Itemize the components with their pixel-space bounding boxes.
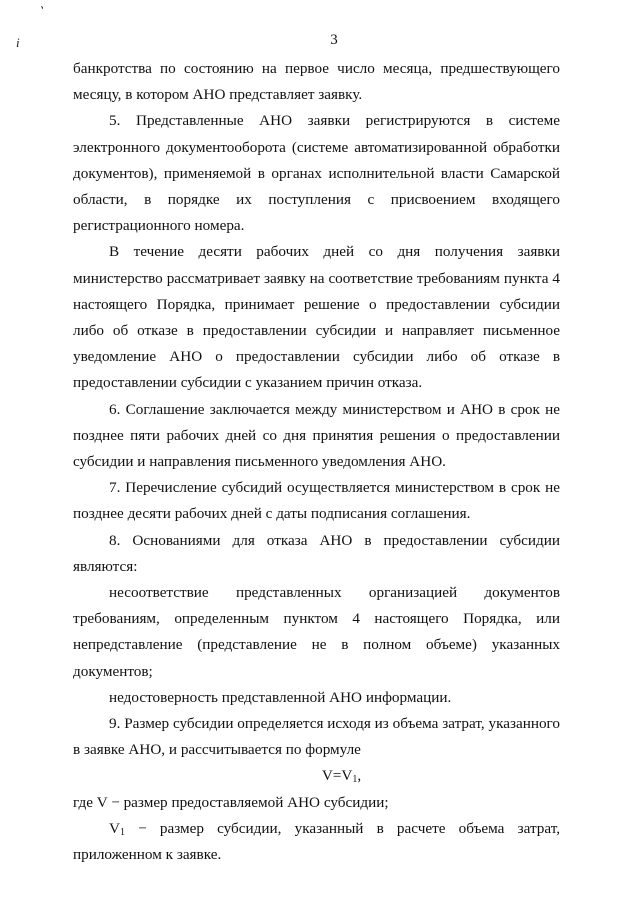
document-body: [73, 56, 560, 868]
paragraph-item-8: 8. Основаниями для отказа АНО в предоставлении субсидии являются:: [73, 531, 560, 575]
paragraph-continuation: банкротства по состоянию на первое число месяца, предшествующего месяцу, в котором АНО представляет заявку.: [73, 60, 560, 104]
formula-subscript: 1: [352, 774, 358, 786]
page-number: 3: [330, 32, 338, 48]
paragraph-item-5: 5. Представленные АНО заявки регистрируются в системе электронного документооборота (системе автоматизированной обработки документов), применяемой в органах исполнительной власти Самарской области, в порядке их поступления с присвоением входящего регистрационного номера.: [73, 112, 560, 235]
paragraph-item-7: 7. Перечисление субсидий осуществляется министерством в срок не позднее десяти рабочих дней с даты подписания соглашения.: [73, 479, 560, 523]
scan-mark-left: i: [16, 35, 20, 50]
scan-mark-top: `: [34, 3, 47, 18]
definition-v1: [73, 816, 560, 868]
definition-v: где V − размер предоставляемой АНО субсидии;: [73, 793, 389, 811]
formula-tail: ,: [357, 767, 362, 785]
definition-v1-subscript: 1: [119, 826, 125, 838]
formula-main: V=V: [321, 767, 353, 785]
subsidy-formula: [73, 763, 560, 789]
paragraph-item-6: 6. Соглашение заключается между министерством и АНО в срок не позднее пяти рабочих дней со дня принятия решения о предоставлении субсидии и направления письменного уведомления АНО.: [73, 400, 560, 471]
paragraph-item-9: 9. Размер субсидии определяется исходя из объема затрат, указанного в заявке АНО, и рассчитывается по формуле: [73, 715, 560, 759]
definition-v1-symbol: V: [109, 819, 120, 837]
paragraph-refusal-reason-1: несоответствие представленных организацией документов требованиям, определенным пунктом 4 настоящего Порядка, или непредставление (представление не в полном объеме) указанных документов;: [73, 584, 560, 680]
paragraph-refusal-reason-2: недостоверность представленной АНО информации.: [109, 688, 452, 706]
definition-v1-text: − размер субсидии, указанный в расчете объема затрат, приложенном к заявке.: [73, 819, 560, 864]
paragraph-review-period: В течение десяти рабочих дней со дня получения заявки министерство рассматривает заявку на соответствие требованиям пункта 4 настоящего Порядка, принимает решение о предоставлении субсидии либо об отказе в предоставлении субсидии и направляет письменное уведомление АНО о предоставлении субсидии либо об отказе в предоставлении субсидии с указанием причин отказа.: [73, 243, 560, 392]
